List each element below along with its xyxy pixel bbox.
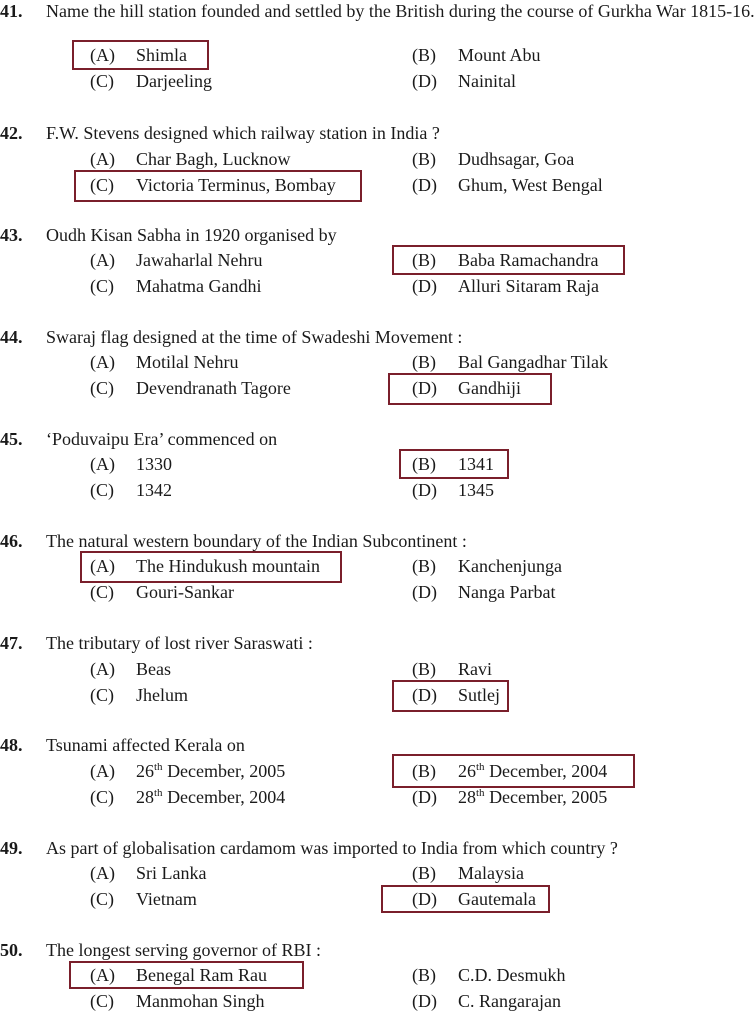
option-day: 28 bbox=[458, 787, 476, 807]
option-text: Sutlej bbox=[458, 685, 501, 705]
option-label: (C) bbox=[90, 991, 114, 1011]
question-42 bbox=[0, 120, 756, 212]
option-text: Ravi bbox=[458, 659, 492, 679]
question-text: The tributary of lost river Saraswati : bbox=[46, 633, 313, 653]
option-text: Vietnam bbox=[136, 889, 197, 909]
question-number: 42. bbox=[0, 123, 23, 143]
option-c[interactable] bbox=[90, 784, 285, 810]
option-label: (D) bbox=[412, 991, 437, 1011]
option-d[interactable] bbox=[412, 68, 516, 94]
question-text: Swaraj flag designed at the time of Swadeshi Movement : bbox=[46, 327, 463, 347]
option-label: (C) bbox=[90, 889, 114, 909]
option-label: (C) bbox=[90, 175, 114, 195]
option-rest: December, 2004 bbox=[162, 787, 286, 807]
option-label: (B) bbox=[412, 250, 436, 270]
option-day: 28 bbox=[136, 787, 154, 807]
option-text: Jawaharlal Nehru bbox=[136, 250, 263, 270]
option-label: (B) bbox=[412, 659, 436, 679]
option-text: Kanchenjunga bbox=[458, 556, 562, 576]
option-label: (A) bbox=[90, 659, 115, 679]
option-d[interactable] bbox=[383, 887, 548, 911]
option-a[interactable] bbox=[90, 451, 172, 477]
option-c[interactable] bbox=[90, 375, 291, 401]
option-label: (D) bbox=[412, 480, 437, 500]
question-text: F.W. Stevens designed which railway station in India ? bbox=[46, 123, 440, 143]
option-text: Victoria Terminus, Bombay bbox=[136, 175, 336, 195]
option-b[interactable] bbox=[412, 962, 566, 988]
option-text: 1345 bbox=[458, 480, 494, 500]
option-a[interactable] bbox=[71, 963, 302, 987]
option-rest: December, 2004 bbox=[484, 761, 608, 781]
option-suffix: th bbox=[154, 787, 163, 799]
option-text: Devendranath Tagore bbox=[136, 378, 291, 398]
option-text: The Hindukush mountain bbox=[136, 556, 320, 576]
option-text: Gandhiji bbox=[458, 378, 521, 398]
question-text: Oudh Kisan Sabha in 1920 organised by bbox=[46, 225, 337, 245]
option-text: Mahatma Gandhi bbox=[136, 276, 262, 296]
question-44 bbox=[0, 324, 756, 416]
option-c[interactable] bbox=[90, 886, 197, 912]
question-number: 41. bbox=[0, 1, 23, 21]
option-text: Manmohan Singh bbox=[136, 991, 265, 1011]
option-label: (D) bbox=[412, 787, 437, 807]
question-43 bbox=[0, 222, 756, 314]
option-label: (B) bbox=[412, 965, 436, 985]
option-label: (C) bbox=[90, 582, 114, 602]
option-b[interactable] bbox=[412, 146, 574, 172]
option-text: Alluri Sitaram Raja bbox=[458, 276, 599, 296]
option-b[interactable] bbox=[412, 349, 608, 375]
option-label: (A) bbox=[90, 149, 115, 169]
option-text: Ghum, West Bengal bbox=[458, 175, 603, 195]
option-label: (B) bbox=[412, 556, 436, 576]
option-label: (C) bbox=[90, 378, 114, 398]
option-text: C.D. Desmukh bbox=[458, 965, 566, 985]
option-d[interactable] bbox=[412, 172, 603, 198]
option-label: (A) bbox=[90, 352, 115, 372]
question-text: Name the hill station founded and settled by the British during the course of Gurkha War 1815-16. bbox=[46, 1, 755, 21]
option-label: (C) bbox=[90, 480, 114, 500]
option-text: Dudhsagar, Goa bbox=[458, 149, 575, 169]
option-label: (D) bbox=[412, 175, 437, 195]
option-label: (B) bbox=[412, 352, 436, 372]
option-c[interactable] bbox=[90, 477, 172, 503]
question-45 bbox=[0, 426, 756, 518]
option-label: (A) bbox=[90, 556, 115, 576]
option-text: 1330 bbox=[136, 454, 172, 474]
option-text: Bal Gangadhar Tilak bbox=[458, 352, 608, 372]
option-text: Mount Abu bbox=[458, 45, 541, 65]
option-text: Motilal Nehru bbox=[136, 352, 239, 372]
option-text: C. Rangarajan bbox=[458, 991, 561, 1011]
option-label: (C) bbox=[90, 685, 114, 705]
option-label: (B) bbox=[412, 863, 436, 883]
question-48 bbox=[0, 732, 756, 824]
option-text: Sri Lanka bbox=[136, 863, 207, 883]
option-label: (D) bbox=[412, 378, 437, 398]
option-d[interactable] bbox=[412, 784, 607, 810]
question-text: The natural western boundary of the Indian Subcontinent : bbox=[46, 531, 467, 551]
question-text: The longest serving governor of RBI : bbox=[46, 940, 321, 960]
option-label: (A) bbox=[90, 454, 115, 474]
question-number: 49. bbox=[0, 838, 23, 858]
option-label: (B) bbox=[412, 45, 436, 65]
option-a[interactable] bbox=[90, 656, 171, 682]
option-label: (C) bbox=[90, 787, 114, 807]
question-41 bbox=[0, 0, 756, 90]
option-c[interactable] bbox=[90, 988, 265, 1014]
question-number: 47. bbox=[0, 633, 23, 653]
option-text: 1341 bbox=[458, 454, 494, 474]
option-text: Shimla bbox=[136, 45, 188, 65]
option-text: Jhelum bbox=[136, 685, 188, 705]
option-text: Char Bagh, Lucknow bbox=[136, 149, 291, 169]
option-text: 1342 bbox=[136, 480, 172, 500]
option-a[interactable] bbox=[90, 860, 206, 886]
question-number: 43. bbox=[0, 225, 23, 245]
option-suffix: th bbox=[154, 761, 163, 773]
option-a[interactable] bbox=[90, 349, 238, 375]
option-rest: December, 2005 bbox=[484, 787, 608, 807]
option-d[interactable] bbox=[412, 273, 599, 299]
option-label: (C) bbox=[90, 276, 114, 296]
option-a[interactable] bbox=[90, 758, 285, 784]
option-label: (D) bbox=[412, 582, 437, 602]
option-text: Gautemala bbox=[458, 889, 536, 909]
option-label: (A) bbox=[90, 863, 115, 883]
option-text: Gouri-Sankar bbox=[136, 582, 234, 602]
option-label: (C) bbox=[90, 71, 114, 91]
option-text: Darjeeling bbox=[136, 71, 212, 91]
option-suffix: th bbox=[476, 787, 485, 799]
option-b[interactable] bbox=[412, 860, 524, 886]
option-text: Nanga Parbat bbox=[458, 582, 556, 602]
option-text: Nainital bbox=[458, 71, 516, 91]
option-c[interactable] bbox=[90, 579, 234, 605]
option-b[interactable] bbox=[412, 553, 562, 579]
option-label: (B) bbox=[412, 149, 436, 169]
option-d[interactable] bbox=[394, 682, 507, 710]
question-number: 45. bbox=[0, 429, 23, 449]
option-text: Baba Ramachandra bbox=[458, 250, 599, 270]
option-day: 26 bbox=[136, 761, 154, 781]
question-50 bbox=[0, 937, 756, 1029]
question-text: As part of globalisation cardamom was imported to India from which country ? bbox=[46, 838, 618, 858]
option-label: (A) bbox=[90, 45, 115, 65]
option-b[interactable] bbox=[401, 451, 507, 477]
option-b[interactable] bbox=[412, 656, 492, 682]
option-a[interactable] bbox=[90, 146, 290, 172]
option-a[interactable] bbox=[82, 553, 340, 581]
option-d[interactable] bbox=[412, 579, 555, 605]
option-text: Malaysia bbox=[458, 863, 524, 883]
option-label: (D) bbox=[412, 276, 437, 296]
question-number: 46. bbox=[0, 531, 23, 551]
question-number: 44. bbox=[0, 327, 23, 347]
option-c[interactable] bbox=[76, 172, 360, 200]
option-d[interactable] bbox=[412, 477, 494, 503]
option-b[interactable] bbox=[394, 247, 623, 273]
option-suffix: th bbox=[476, 761, 485, 773]
option-label: (B) bbox=[412, 761, 436, 781]
question-number: 48. bbox=[0, 735, 23, 755]
option-b[interactable] bbox=[412, 42, 541, 68]
option-c[interactable] bbox=[90, 682, 188, 708]
option-label: (A) bbox=[90, 965, 115, 985]
option-text: Benegal Ram Rau bbox=[136, 965, 267, 985]
question-47 bbox=[0, 630, 756, 722]
option-label: (D) bbox=[412, 685, 437, 705]
question-46 bbox=[0, 528, 756, 620]
option-rest: December, 2005 bbox=[162, 761, 286, 781]
option-label: (B) bbox=[412, 454, 436, 474]
option-a[interactable] bbox=[74, 42, 207, 68]
option-d[interactable] bbox=[390, 375, 550, 403]
question-text: Tsunami affected Kerala on bbox=[46, 735, 245, 755]
question-number: 50. bbox=[0, 940, 23, 960]
option-label: (A) bbox=[90, 761, 115, 781]
option-c[interactable] bbox=[90, 273, 261, 299]
question-49 bbox=[0, 835, 756, 927]
option-b[interactable] bbox=[394, 756, 633, 786]
option-text: Beas bbox=[136, 659, 171, 679]
option-c[interactable] bbox=[90, 68, 212, 94]
option-d[interactable] bbox=[412, 988, 561, 1014]
option-label: (D) bbox=[412, 889, 437, 909]
option-day: 26 bbox=[458, 761, 476, 781]
question-text: ‘Poduvaipu Era’ commenced on bbox=[46, 429, 278, 449]
option-label: (D) bbox=[412, 71, 437, 91]
option-label: (A) bbox=[90, 250, 115, 270]
option-a[interactable] bbox=[90, 247, 262, 273]
